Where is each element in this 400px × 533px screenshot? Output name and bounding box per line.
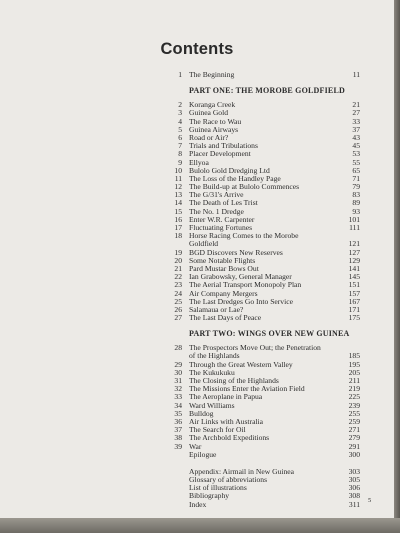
chapter-number: 37 (174, 425, 182, 435)
chapter-title: The Missions Enter the Aviation Field (189, 384, 305, 394)
page-number: 205 (348, 367, 360, 377)
chapter-title: Appendix: Airmail in New Guinea (189, 466, 295, 476)
toc-entry (172, 451, 360, 459)
chapter-title: Index (189, 499, 207, 509)
page-number: 79 (352, 182, 360, 192)
chapter-title: Salamaua or Lae? (189, 304, 244, 314)
page-number: 33 (352, 116, 360, 126)
chapter-title: Horse Racing Comes to the Morobe (189, 231, 299, 241)
page-number: 101 (348, 214, 360, 224)
page-number: 89 (352, 198, 360, 208)
chapter-number: 16 (174, 214, 182, 224)
chapter-title: Bulolo Gold Dredging Ltd (189, 165, 270, 175)
page-number: 129 (348, 255, 360, 265)
page-number: 305 (348, 475, 360, 485)
chapter-title: The Prospectors Move Out; the Penetration (189, 343, 321, 353)
page-number: 211 (348, 376, 360, 385)
chapter-number: 34 (174, 400, 182, 410)
page-number: 127 (348, 247, 360, 257)
page-number: 308 (348, 491, 360, 501)
chapter-title: The Archbold Expeditions (189, 433, 270, 443)
chapter-number: 29 (174, 359, 182, 369)
page-number: 225 (348, 392, 360, 402)
chapter-title: The Closing of the Highlands (189, 376, 279, 385)
page-number: 145 (348, 272, 360, 282)
chapter-title: Bibliography (189, 491, 230, 501)
chapter-title: Enter W.R. Carpenter (189, 214, 255, 224)
chapter-title: Trials and Tribulations (189, 141, 258, 151)
chapter-title: Air Company Mergers (189, 288, 258, 298)
page-number: 271 (348, 425, 360, 435)
chapter-number: 35 (174, 408, 182, 418)
chapter-title: Ellyoa (189, 157, 209, 167)
page-number: 93 (352, 206, 360, 216)
page-number: 239 (348, 400, 360, 410)
page-number: 71 (352, 173, 360, 183)
chapter-title: Placer Development (189, 149, 251, 159)
chapter-number: 31 (174, 376, 182, 385)
chapter-number: 12 (174, 182, 182, 192)
page-folio: 5 (368, 497, 372, 504)
chapter-title: The Build-up at Bulolo Commences (189, 182, 300, 192)
page-number: 195 (348, 359, 360, 369)
page-number: 171 (348, 304, 360, 314)
page-number: 279 (348, 433, 360, 443)
chapter-number: 2 (178, 100, 182, 110)
page-number: 167 (348, 296, 360, 306)
page-number: 83 (352, 190, 360, 200)
chapter-number: 36 (174, 416, 182, 426)
chapter-title: The No. 1 Dredge (189, 206, 244, 216)
chapter-number: 1 (178, 70, 182, 79)
toc-entry (172, 314, 360, 322)
chapter-number: 15 (174, 206, 182, 216)
page-number: 303 (348, 466, 360, 476)
page-number: 311 (348, 499, 360, 509)
chapter-title: Guinea Airways (189, 124, 239, 134)
chapter-title: The Race to Wau (189, 116, 242, 126)
part-heading: PART TWO: WINGS OVER NEW GUINEA (189, 329, 350, 339)
chapter-title: Through the Great Western Valley (189, 359, 293, 369)
chapter-title: The Kukukuku (189, 367, 235, 377)
page-number: 21 (352, 100, 360, 110)
part-one-chapters (172, 101, 360, 322)
page-number: 53 (352, 149, 360, 159)
page-number: 121 (348, 239, 360, 249)
page-number: 65 (352, 165, 360, 175)
chapter-number: 28 (174, 343, 182, 353)
toc-entry (172, 501, 360, 509)
chapter-title: Guinea Gold (189, 108, 229, 118)
page-number: 259 (348, 416, 360, 426)
page-edge (394, 0, 400, 533)
toc-entry (172, 71, 360, 79)
chapter-title: The Last Dredges Go Into Service (189, 296, 293, 306)
page-number: 45 (352, 141, 360, 151)
chapter-title: Goldfield (189, 239, 219, 249)
chapter-number: 24 (174, 288, 182, 298)
page-number: 43 (352, 132, 360, 142)
chapter-number: 5 (178, 124, 182, 134)
chapter-title: Glossary of abbreviations (189, 475, 268, 485)
page-number: 306 (348, 483, 360, 493)
chapter-number: 18 (174, 231, 182, 241)
chapter-number: 6 (178, 132, 182, 142)
chapter-title: Ian Grabowsky, General Manager (189, 272, 292, 282)
chapter-number: 25 (174, 296, 182, 306)
chapter-title: Air Links with Australia (189, 416, 264, 426)
page-number: 185 (348, 351, 360, 361)
chapter-number: 21 (174, 263, 182, 273)
page-number: 157 (348, 288, 360, 298)
chapter-number: 17 (174, 223, 182, 232)
page-number: 151 (348, 280, 360, 290)
chapter-title: BGD Discovers New Reserves (189, 247, 283, 257)
chapter-title: Epilogue (189, 449, 217, 459)
chapter-number: 38 (174, 433, 182, 443)
chapter-number: 14 (174, 198, 182, 208)
chapter-title: Fluctuating Fortunes (189, 223, 253, 232)
table-of-contents (172, 71, 360, 509)
chapter-number: 9 (178, 157, 182, 167)
chapter-title: List of illustrations (189, 483, 247, 493)
chapter-title: Bulldog (189, 408, 214, 418)
chapter-title: Koranga Creek (189, 100, 236, 110)
part-heading: PART ONE: THE MOROBE GOLDFIELD (189, 86, 345, 96)
page-number: 219 (348, 384, 360, 394)
chapter-title: The Loss of the Handley Page (189, 173, 281, 183)
page-title: Contents (160, 40, 234, 58)
page-number: 300 (348, 449, 360, 459)
page-bottom-edge (0, 518, 400, 533)
chapter-number: 7 (178, 141, 182, 151)
page-number: 55 (352, 157, 360, 167)
chapter-number: 11 (174, 173, 182, 183)
chapter-number: 19 (174, 247, 182, 257)
chapter-title: The Search for Oil (189, 425, 246, 435)
back-matter (172, 468, 360, 509)
chapter-title: The Last Days of Peace (189, 313, 262, 323)
chapter-title: of the Highlands (189, 351, 240, 361)
chapter-number: 23 (174, 280, 182, 290)
chapter-number: 32 (174, 384, 182, 394)
chapter-number: 4 (178, 116, 182, 126)
chapter-number: 39 (174, 441, 182, 451)
chapter-number: 13 (174, 190, 182, 200)
part-two-chapters (172, 344, 360, 459)
page-number: 111 (349, 223, 360, 232)
chapter-title: The Beginning (189, 70, 235, 79)
page-number: 11 (352, 70, 360, 79)
page-number: 175 (348, 313, 360, 323)
chapter-title: The Aerial Transport Monopoly Plan (189, 280, 302, 290)
chapter-number: 33 (174, 392, 182, 402)
chapter-title: War (189, 441, 202, 451)
chapter-number: 20 (174, 255, 182, 265)
chapter-number: 27 (174, 313, 182, 323)
page-number: 255 (348, 408, 360, 418)
chapter-title: The G/31's Arrive (189, 190, 244, 200)
chapter-number: 30 (174, 367, 182, 377)
page-number: 141 (348, 263, 360, 273)
chapter-number: 26 (174, 304, 182, 314)
chapter-title: Road or Air? (189, 132, 229, 142)
chapter-title: Some Notable Flights (189, 255, 256, 265)
chapter-number: 3 (178, 108, 182, 118)
page-number: 37 (352, 124, 360, 134)
chapter-title: The Aeroplane in Papua (189, 392, 263, 402)
chapter-number: 22 (174, 272, 182, 282)
chapter-title: Pard Mustar Bows Out (189, 263, 259, 273)
chapter-number: 10 (174, 165, 182, 175)
page-number: 27 (352, 108, 360, 118)
chapter-title: Ward Williams (189, 400, 235, 410)
page-number: 291 (348, 441, 360, 451)
chapter-title: The Death of Les Trist (189, 198, 258, 208)
chapter-number: 8 (178, 149, 182, 159)
